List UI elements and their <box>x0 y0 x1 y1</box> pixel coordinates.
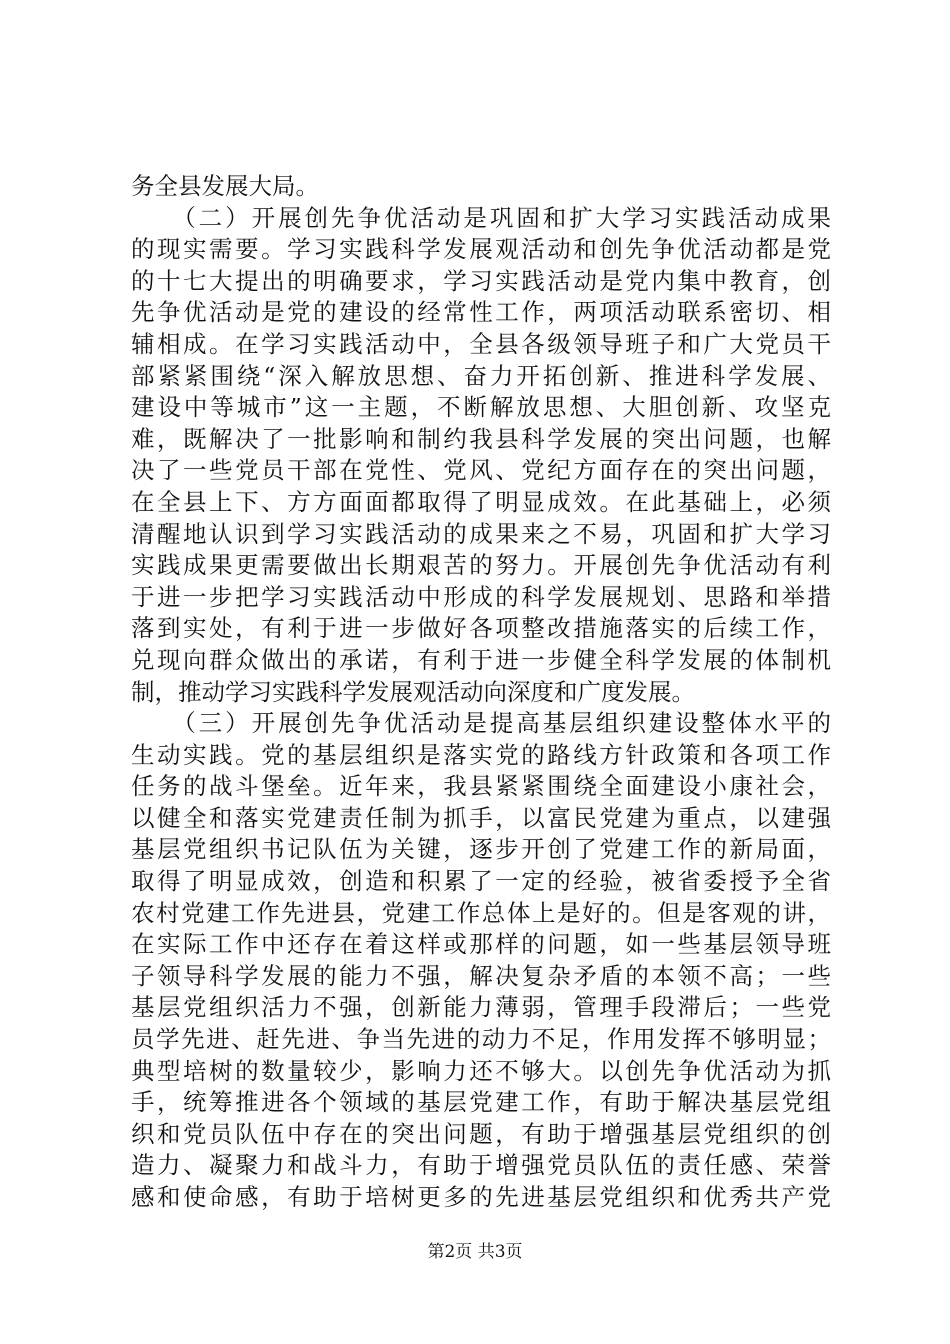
text-line: 部紧紧围绕“深入解放思想、奋力开拓创新、推进科学发展、 <box>131 361 831 390</box>
text-line: 员学先进、赶先进、争当先进的动力不足，作用发挥不够明显； <box>131 1025 831 1054</box>
text-line: 先争优活动是党的建设的经常性工作，两项活动联系密切、相 <box>131 298 831 327</box>
text-line: 兑现向群众做出的承诺，有利于进一步健全科学发展的体制机 <box>131 645 831 674</box>
text-line: 织和党员队伍中存在的突出问题，有助于增强基层党组织的创 <box>131 1119 831 1148</box>
text-line: 取得了明显成效，创造和积累了一定的经验，被省委授予全省 <box>131 867 831 896</box>
text-line: 子领导科学发展的能力不强，解决复杂矛盾的本领不高；一些 <box>131 961 831 990</box>
text-line: 决了一些党员干部在党性、党风、党纪方面存在的突出问题， <box>131 456 831 485</box>
text-line: 在实际工作中还存在着这样或那样的问题，如一些基层领导班 <box>131 930 831 959</box>
text-line: 典型培树的数量较少，影响力还不够大。以创先争优活动为抓 <box>131 1056 831 1085</box>
text-line: 制，推动学习实践科学发展观活动向深度和广度发展。 <box>131 677 695 706</box>
text-line: 辅相成。在学习实践活动中，全县各级领导班子和广大党员干 <box>131 329 831 358</box>
page-footer: 第2页 共3页 <box>427 1242 523 1262</box>
text-line: 任务的战斗堡垒。近年来，我县紧紧围绕全面建设小康社会， <box>131 772 831 801</box>
text-line: 基层党组织活力不强，创新能力薄弱，管理手段滞后；一些党 <box>131 993 831 1022</box>
text-line: 农村党建工作先进县，党建工作总体上是好的。但是客观的讲， <box>131 898 831 927</box>
text-line: 在全县上下、方方面面都取得了明显成效。在此基础上，必须 <box>131 487 831 516</box>
text-line: 难，既解决了一批影响和制约我县科学发展的突出问题，也解 <box>131 424 831 453</box>
text-line: 以健全和落实党建责任制为抓手，以富民党建为重点，以建强 <box>131 803 831 832</box>
text-line: （三）开展创先争优活动是提高基层组织建设整体水平的 <box>131 709 831 738</box>
text-line: 手，统筹推进各个领域的基层党建工作，有助于解决基层党组 <box>131 1088 831 1117</box>
text-line: （二）开展创先争优活动是巩固和扩大学习实践活动成果 <box>131 203 831 232</box>
text-line: 造力、凝聚力和战斗力，有助于增强党员队伍的责任感、荣誉 <box>131 1151 831 1180</box>
text-line: 清醒地认识到学习实践活动的成果来之不易，巩固和扩大学习 <box>131 519 831 548</box>
text-line: 生动实践。党的基层组织是落实党的路线方针政策和各项工作 <box>131 740 831 769</box>
text-line: 基层党组织书记队伍为关键，逐步开创了党建工作的新局面， <box>131 835 831 864</box>
text-line: 建设中等城市”这一主题，不断解放思想、大胆创新、攻坚克 <box>131 393 831 422</box>
text-line: 实践成果更需要做出长期艰苦的努力。开展创先争优活动有利 <box>131 551 831 580</box>
body-text <box>131 171 831 1214</box>
text-line: 的现实需要。学习实践科学发展观活动和创先争优活动都是党 <box>131 235 831 264</box>
text-line: 落到实处，有利于进一步做好各项整改措施落实的后续工作， <box>131 614 831 643</box>
text-line: 于进一步把学习实践活动中形成的科学发展规划、思路和举措 <box>131 582 831 611</box>
text-line: 感和使命感，有助于培树更多的先进基层党组织和优秀共产党 <box>131 1183 831 1211</box>
text-line: 的十七大提出的明确要求，学习实践活动是党内集中教育，创 <box>131 266 831 295</box>
text-line: 务全县发展大局。 <box>131 172 319 200</box>
